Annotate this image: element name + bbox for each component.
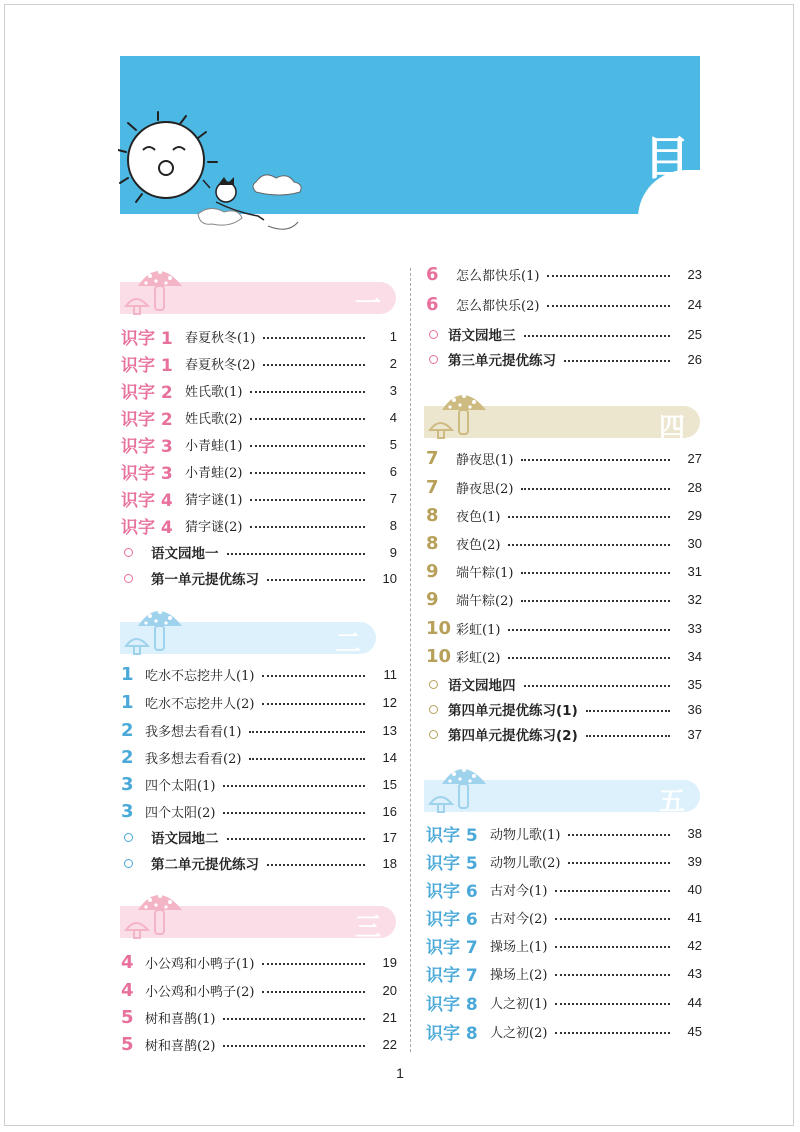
dot-leader — [555, 1032, 670, 1034]
entry-title: 姓氏歌(1) — [185, 384, 243, 400]
lesson-prefix: 识字 8 — [426, 994, 478, 1015]
entry-title: 小青蛙(1) — [185, 438, 243, 454]
page-ref: 23 — [687, 266, 702, 282]
entry-title: 彩虹(2) — [456, 650, 501, 666]
dot-leader — [521, 600, 670, 602]
entry-title: 树和喜鹊(1) — [145, 1011, 216, 1027]
entry-title: 第四单元提优练习(2) — [448, 728, 578, 744]
bullet-circle-icon — [124, 859, 133, 868]
dot-leader — [263, 337, 365, 339]
toc-entry[interactable] — [121, 539, 397, 565]
page-ref: 10 — [382, 570, 397, 586]
page-ref: 45 — [687, 1023, 702, 1039]
toc-entry[interactable] — [426, 671, 702, 697]
dot-leader — [586, 735, 670, 737]
page-ref: 9 — [389, 544, 397, 560]
page-ref: 17 — [382, 829, 397, 845]
page-ref: 4 — [389, 409, 397, 425]
lesson-prefix: 识字 5 — [426, 853, 478, 874]
lesson-prefix: 识字 2 — [121, 409, 173, 430]
entry-title: 端午粽(1) — [456, 565, 514, 581]
section-label: 三 — [354, 913, 382, 943]
entry-title: 我多想去看看(2) — [145, 751, 242, 767]
toc-entry[interactable] — [121, 1004, 397, 1030]
page-ref: 15 — [382, 776, 397, 792]
page-ref: 27 — [687, 450, 702, 466]
dot-leader — [555, 974, 670, 976]
toc-entry[interactable] — [426, 474, 702, 500]
dot-leader — [262, 703, 365, 705]
toc-entry[interactable] — [121, 661, 397, 687]
dot-leader — [568, 834, 670, 836]
toc-entry[interactable] — [121, 850, 397, 876]
dot-leader — [564, 360, 670, 362]
entry-title: 人之初(1) — [490, 996, 548, 1012]
dot-leader — [263, 364, 365, 366]
entry-title: 操场上(1) — [490, 939, 548, 955]
toc-entry[interactable] — [426, 848, 702, 874]
entry-title: 语文园地三 — [448, 328, 516, 344]
toc-entry[interactable] — [426, 530, 702, 556]
entry-title: 第二单元提优练习 — [151, 857, 259, 873]
bullet-circle-icon — [429, 705, 438, 714]
bullet-circle-icon — [124, 548, 133, 557]
toc-entry[interactable] — [426, 586, 702, 612]
lesson-prefix: 识字 3 — [121, 436, 173, 457]
page-ref: 14 — [382, 749, 397, 765]
toc-entry[interactable] — [426, 321, 702, 347]
sun-with-child-illustration — [118, 110, 308, 240]
toc-entry[interactable] — [426, 876, 702, 902]
entry-title: 吃水不忘挖井人(2) — [145, 696, 255, 712]
bullet-circle-icon — [124, 833, 133, 842]
title-char-2: 录 — [644, 181, 690, 235]
dot-leader — [249, 731, 365, 733]
page-ref: 43 — [687, 965, 702, 981]
dot-leader — [547, 275, 670, 277]
mushroom-icon — [124, 600, 194, 656]
section-header-2 — [120, 612, 376, 659]
lesson-number: 10 — [426, 645, 452, 667]
lesson-prefix: 识字 5 — [426, 825, 478, 846]
entry-title: 我多想去看看(1) — [145, 724, 242, 740]
page-ref: 33 — [687, 620, 702, 636]
page-ref: 2 — [389, 355, 397, 371]
dot-leader — [568, 862, 670, 864]
toc-entry[interactable] — [121, 458, 397, 484]
dot-leader — [250, 472, 365, 474]
lesson-prefix: 识字 7 — [426, 937, 478, 958]
toc-entry[interactable] — [121, 565, 397, 591]
section-header-4 — [424, 396, 700, 443]
entry-title: 第一单元提优练习 — [151, 572, 259, 588]
dot-leader — [250, 391, 365, 393]
dot-leader — [227, 553, 366, 555]
entry-title: 吃水不忘挖井人(1) — [145, 668, 255, 684]
page-ref: 30 — [687, 535, 702, 551]
page-ref: 44 — [687, 994, 702, 1010]
page-number: 1 — [396, 1065, 404, 1081]
dot-leader — [250, 526, 365, 528]
dot-leader — [250, 445, 365, 447]
page-ref: 39 — [687, 853, 702, 869]
toc-entry[interactable] — [426, 960, 702, 986]
dot-leader — [524, 685, 671, 687]
dot-leader — [223, 785, 365, 787]
page-ref: 42 — [687, 937, 702, 953]
dot-leader — [267, 579, 365, 581]
page-ref: 37 — [687, 726, 702, 742]
lesson-number: 3 — [121, 773, 134, 795]
page-ref: 29 — [687, 507, 702, 523]
entry-title: 静夜思(1) — [456, 452, 514, 468]
toc-entry[interactable] — [121, 350, 397, 376]
entry-title: 夜色(1) — [456, 509, 501, 525]
toc-entry[interactable] — [121, 717, 397, 743]
bullet-circle-icon — [429, 330, 438, 339]
dot-leader — [250, 418, 365, 420]
lesson-number: 6 — [426, 293, 439, 315]
toc-entry[interactable] — [121, 485, 397, 511]
lesson-prefix: 识字 2 — [121, 382, 173, 403]
entry-title: 姓氏歌(2) — [185, 411, 243, 427]
page-ref: 13 — [382, 722, 397, 738]
page-ref: 35 — [687, 676, 702, 692]
dot-leader — [586, 710, 670, 712]
toc-entry[interactable] — [426, 1018, 702, 1044]
page-ref: 6 — [389, 463, 397, 479]
dot-leader — [267, 864, 365, 866]
page-ref: 36 — [687, 701, 702, 717]
dot-leader — [521, 572, 670, 574]
lesson-number: 7 — [426, 476, 439, 498]
title-char-1: 目 — [644, 131, 690, 185]
toc-entry[interactable] — [426, 820, 702, 846]
entry-title: 四个太阳(1) — [145, 778, 216, 794]
dot-leader — [223, 812, 365, 814]
page-ref: 1 — [389, 328, 397, 344]
section-label: 五 — [658, 787, 686, 817]
entry-title: 静夜思(2) — [456, 481, 514, 497]
lesson-number: 1 — [121, 691, 134, 713]
entry-title: 语文园地二 — [151, 831, 219, 847]
dot-leader — [555, 946, 670, 948]
dot-leader — [508, 544, 670, 546]
toc-entry[interactable] — [426, 989, 702, 1015]
page-ref: 26 — [687, 351, 702, 367]
bullet-circle-icon — [124, 574, 133, 583]
toc-entry[interactable] — [121, 689, 397, 715]
page-ref: 18 — [382, 855, 397, 871]
entry-title: 树和喜鹊(2) — [145, 1038, 216, 1054]
lesson-number: 2 — [121, 746, 134, 768]
lesson-prefix: 识字 6 — [426, 881, 478, 902]
bullet-circle-icon — [429, 355, 438, 364]
dot-leader — [521, 488, 670, 490]
lesson-number: 6 — [426, 263, 439, 285]
toc-entry[interactable] — [426, 643, 702, 669]
lesson-number: 9 — [426, 560, 439, 582]
lesson-number: 1 — [121, 663, 134, 685]
entry-title: 猜字谜(1) — [185, 492, 243, 508]
lesson-number: 5 — [121, 1006, 134, 1028]
toc-entry[interactable] — [426, 721, 702, 747]
toc-entry[interactable] — [426, 904, 702, 930]
dot-leader — [555, 1003, 670, 1005]
lesson-number: 4 — [121, 951, 134, 973]
entry-title: 四个太阳(2) — [145, 805, 216, 821]
entry-title: 怎么都快乐(2) — [456, 298, 540, 314]
dot-leader — [249, 758, 365, 760]
entry-title: 第四单元提优练习(1) — [448, 703, 578, 719]
entry-title: 小公鸡和小鸭子(1) — [145, 956, 255, 972]
entry-title: 怎么都快乐(1) — [456, 268, 540, 284]
mushroom-icon — [124, 260, 194, 316]
toc-entry[interactable] — [121, 771, 397, 797]
lesson-number: 8 — [426, 532, 439, 554]
toc-entry[interactable] — [426, 346, 702, 372]
section-header-1 — [120, 272, 396, 319]
page-ref: 20 — [382, 982, 397, 998]
lesson-number: 4 — [121, 979, 134, 1001]
page-ref: 3 — [389, 382, 397, 398]
lesson-prefix: 识字 8 — [426, 1023, 478, 1044]
dot-leader — [547, 305, 670, 307]
page-ref: 22 — [382, 1036, 397, 1052]
page-ref: 41 — [687, 909, 702, 925]
section-header-5 — [424, 770, 700, 817]
toc-entry[interactable] — [426, 615, 702, 641]
toc-entry[interactable] — [121, 798, 397, 824]
page-ref: 32 — [687, 591, 702, 607]
page-ref: 38 — [687, 825, 702, 841]
lesson-number: 2 — [121, 719, 134, 741]
entry-title: 第三单元提优练习 — [448, 353, 556, 369]
toc-entry[interactable] — [426, 291, 702, 317]
toc-entry[interactable] — [121, 377, 397, 403]
toc-entry[interactable] — [121, 1031, 397, 1057]
dot-leader — [223, 1018, 365, 1020]
page-ref: 16 — [382, 803, 397, 819]
dot-leader — [262, 991, 365, 993]
toc-entry[interactable] — [121, 404, 397, 430]
entry-title: 古对今(2) — [490, 911, 548, 927]
page-ref: 34 — [687, 648, 702, 664]
lesson-number: 3 — [121, 800, 134, 822]
lesson-prefix: 识字 6 — [426, 909, 478, 930]
lesson-number: 9 — [426, 588, 439, 610]
dot-leader — [524, 335, 671, 337]
page-ref: 31 — [687, 563, 702, 579]
page-ref: 8 — [389, 517, 397, 533]
lesson-prefix: 识字 1 — [121, 355, 173, 376]
toc-entry[interactable] — [426, 558, 702, 584]
entry-title: 古对今(1) — [490, 883, 548, 899]
entry-title: 小青蛙(2) — [185, 465, 243, 481]
page-ref: 24 — [687, 296, 702, 312]
toc-entry[interactable] — [426, 261, 702, 287]
entry-title: 春夏秋冬(1) — [185, 330, 256, 346]
lesson-prefix: 识字 4 — [121, 517, 173, 538]
toc-entry[interactable] — [121, 431, 397, 457]
entry-title: 语文园地一 — [151, 546, 219, 562]
dot-leader — [223, 1045, 365, 1047]
toc-entry[interactable] — [426, 502, 702, 528]
lesson-prefix: 识字 4 — [121, 490, 173, 511]
bullet-circle-icon — [429, 730, 438, 739]
bullet-circle-icon — [429, 680, 438, 689]
entry-title: 动物儿歌(1) — [490, 827, 561, 843]
entry-title: 猜字谜(2) — [185, 519, 243, 535]
page-ref: 40 — [687, 881, 702, 897]
toc-entry[interactable] — [121, 977, 397, 1003]
section-label: 四 — [658, 413, 686, 443]
page-ref: 12 — [382, 694, 397, 710]
dot-leader — [250, 499, 365, 501]
toc-entry[interactable] — [426, 696, 702, 722]
dot-leader — [508, 657, 670, 659]
dot-leader — [555, 890, 670, 892]
lesson-prefix: 识字 1 — [121, 328, 173, 349]
lesson-prefix: 识字 7 — [426, 965, 478, 986]
toc-entry[interactable] — [121, 744, 397, 770]
page-ref: 25 — [687, 326, 702, 342]
section-header-3 — [120, 896, 396, 943]
entry-title: 夜色(2) — [456, 537, 501, 553]
lesson-number: 5 — [121, 1033, 134, 1055]
lesson-prefix: 识字 3 — [121, 463, 173, 484]
entry-title: 春夏秋冬(2) — [185, 357, 256, 373]
page-ref: 19 — [382, 954, 397, 970]
mushroom-icon — [124, 884, 194, 940]
entry-title: 语文园地四 — [448, 678, 516, 694]
toc-entry[interactable] — [121, 949, 397, 975]
page-ref: 5 — [389, 436, 397, 452]
column-divider — [410, 268, 411, 1052]
toc-entry[interactable] — [121, 824, 397, 850]
section-label: 一 — [354, 289, 382, 319]
entry-title: 人之初(2) — [490, 1025, 548, 1041]
toc-entry[interactable] — [121, 323, 397, 349]
page-ref: 11 — [383, 666, 397, 682]
section-label: 二 — [334, 629, 362, 659]
mushroom-icon — [428, 758, 498, 814]
dot-leader — [262, 963, 365, 965]
dot-leader — [262, 675, 365, 677]
lesson-number: 8 — [426, 504, 439, 526]
dot-leader — [521, 459, 670, 461]
entry-title: 彩虹(1) — [456, 622, 501, 638]
dot-leader — [555, 918, 670, 920]
lesson-number: 7 — [426, 447, 439, 469]
entry-title: 小公鸡和小鸭子(2) — [145, 984, 255, 1000]
page-ref: 21 — [382, 1009, 397, 1025]
entry-title: 动物儿歌(2) — [490, 855, 561, 871]
page-ref: 28 — [687, 479, 702, 495]
lesson-number: 10 — [426, 617, 452, 639]
toc-entry[interactable] — [426, 445, 702, 471]
dot-leader — [508, 516, 670, 518]
toc-entry[interactable] — [121, 512, 397, 538]
toc-entry[interactable] — [426, 932, 702, 958]
entry-title: 操场上(2) — [490, 967, 548, 983]
entry-title: 端午粽(2) — [456, 593, 514, 609]
dot-leader — [508, 629, 670, 631]
dot-leader — [227, 838, 366, 840]
page-ref: 7 — [389, 490, 397, 506]
mushroom-icon — [428, 384, 498, 440]
